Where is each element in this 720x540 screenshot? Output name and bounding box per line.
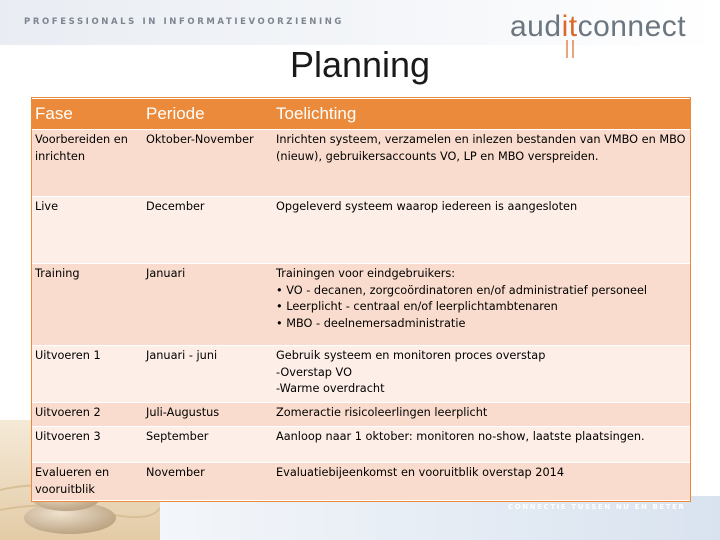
cell-toelichting bbox=[272, 427, 690, 463]
toelichting-line: -Warme overdracht bbox=[276, 382, 385, 395]
toelichting-line: Trainingen voor eindgebruikers: bbox=[276, 267, 456, 280]
cell-fase: Voorbereiden en inrichten bbox=[32, 130, 142, 197]
logo-accent: it bbox=[561, 10, 578, 43]
auditconnect-logo bbox=[510, 12, 686, 42]
cell-toelichting bbox=[272, 403, 690, 427]
cell-fase: Live bbox=[32, 197, 142, 264]
cell-fase: Uitvoeren 2 bbox=[32, 403, 142, 427]
toelichting-line: Zomeractie risicoleerlingen leerplicht bbox=[276, 406, 488, 419]
toelichting-line: Evaluatiebijeenkomst en vooruitblik overstap 2014 bbox=[276, 466, 565, 479]
cell-periode: November bbox=[142, 463, 272, 501]
header-tagline: PROFESSIONALS IN INFORMATIEVOORZIENING bbox=[24, 17, 345, 27]
cell-periode: Juli-Augustus bbox=[142, 403, 272, 427]
toelichting-line: Gebruik systeem en monitoren proces overstap bbox=[276, 349, 546, 362]
table-row bbox=[32, 403, 690, 427]
logo-prefix: aud bbox=[510, 10, 562, 43]
toelichting-line: • VO - decanen, zorgcoördinatoren en/of administratief personeel bbox=[276, 283, 648, 297]
toelichting-line: Inrichten systeem, verzamelen en inlezen bestanden van VMBO en MBO (nieuw), gebruikersaccounts VO, LP en MBO verspreiden. bbox=[276, 133, 686, 163]
logo-suffix: connect bbox=[577, 10, 687, 43]
cell-periode: Januari bbox=[142, 264, 272, 346]
cell-fase: Uitvoeren 1 bbox=[32, 346, 142, 403]
column-header-periode: Periode bbox=[142, 99, 272, 130]
planning-table bbox=[32, 98, 690, 501]
cell-fase: Uitvoeren 3 bbox=[32, 427, 142, 463]
toelichting-line: Opgeleverd systeem waarop iedereen is aangesloten bbox=[276, 200, 578, 213]
toelichting-line: Aanloop naar 1 oktober: monitoren no-show, laatste plaatsingen. bbox=[276, 430, 645, 443]
cell-periode: Oktober-November bbox=[142, 130, 272, 197]
cell-toelichting bbox=[272, 346, 690, 403]
table-header-row bbox=[32, 99, 690, 130]
table-row bbox=[32, 427, 690, 463]
header-banner bbox=[0, 0, 720, 45]
cell-toelichting bbox=[272, 197, 690, 264]
cell-fase: Training bbox=[32, 264, 142, 346]
table-row bbox=[32, 264, 690, 346]
table-row bbox=[32, 130, 690, 197]
table-row bbox=[32, 463, 690, 501]
cell-periode: September bbox=[142, 427, 272, 463]
cell-fase: Evalueren en vooruitblik bbox=[32, 463, 142, 501]
cell-toelichting bbox=[272, 463, 690, 501]
table-row bbox=[32, 346, 690, 403]
cell-periode: Januari - juni bbox=[142, 346, 272, 403]
toelichting-line: -Overstap VO bbox=[276, 365, 352, 379]
table-row bbox=[32, 197, 690, 264]
toelichting-line: • MBO - deelnemersadministratie bbox=[276, 316, 466, 330]
cell-periode: December bbox=[142, 197, 272, 264]
footer-tagline: CONNECTIE TUSSEN NU EN BETER bbox=[508, 503, 686, 511]
cell-toelichting bbox=[272, 130, 690, 197]
column-header-toelichting: Toelichting bbox=[272, 99, 690, 130]
column-header-fase: Fase bbox=[32, 99, 142, 130]
cell-toelichting bbox=[272, 264, 690, 346]
toelichting-line: • Leerplicht - centraal en/of leerplichtambtenaren bbox=[276, 300, 558, 313]
slide-title: Planning bbox=[289, 44, 431, 85]
